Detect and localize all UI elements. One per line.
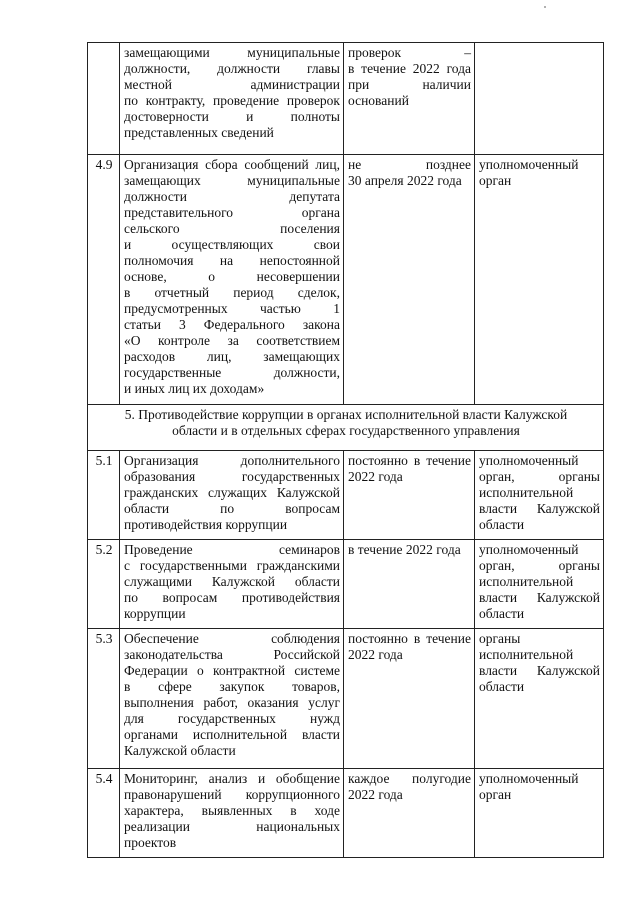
responsible-cell-line: уполномоченный — [479, 542, 579, 557]
scan-speck — [544, 6, 546, 8]
action-cell-line: предусмотренных частью 1 — [124, 301, 340, 316]
term-cell-line: оснований — [348, 93, 409, 108]
term-cell — [344, 155, 475, 405]
responsible-cell-line: исполнительной — [479, 485, 574, 500]
term-cell-line: каждое полугодие — [348, 771, 471, 786]
action-cell-line: Мониторинг, анализ и обобщение — [124, 771, 340, 786]
term-cell — [344, 540, 475, 629]
term-cell-line: постоянно в течение — [348, 453, 471, 468]
term-cell — [344, 629, 475, 769]
action-cell-line: области по вопросам — [124, 501, 340, 516]
row-number: 4.9 — [88, 155, 120, 405]
section-5-heading-line-1: 5. Противодействие коррупции в органах исполнительной власти Калужской — [124, 407, 568, 422]
action-cell-line: коррупции — [124, 606, 186, 621]
term-cell-line: в течение 2022 года — [348, 61, 471, 76]
table-row-continued — [88, 43, 604, 155]
responsible-cell — [475, 155, 604, 405]
action-cell — [120, 451, 344, 540]
responsible-cell-line: власти Калужской — [479, 590, 600, 605]
responsible-cell-line: уполномоченный — [479, 453, 579, 468]
section-5-heading — [88, 405, 604, 451]
action-cell-line: статьи 3 Федерального закона — [124, 317, 340, 332]
action-cell-line: с государственными гражданскими — [124, 558, 340, 573]
action-cell-line: Организация дополнительного — [124, 453, 340, 468]
responsible-cell — [475, 769, 604, 858]
action-cell-line: образования государственных — [124, 469, 340, 484]
action-cell-line: служащими Калужской области — [124, 574, 340, 589]
action-cell-line: Федерации о контрактной системе — [124, 663, 340, 678]
responsible-cell-line: уполномоченный — [479, 771, 579, 786]
action-cell-line: Калужской области — [124, 743, 236, 758]
action-cell-line: Проведение семинаров — [124, 542, 340, 557]
action-cell-line: государственные должности, — [124, 365, 340, 380]
table-body-section-4 — [88, 43, 604, 405]
term-cell-line: постоянно в течение — [348, 631, 471, 646]
row-number: 5.4 — [88, 769, 120, 858]
row-number: 5.1 — [88, 451, 120, 540]
responsible-cell — [475, 43, 604, 155]
term-cell — [344, 43, 475, 155]
term-cell-line: 30 апреля 2022 года — [348, 173, 462, 188]
action-cell — [120, 769, 344, 858]
responsible-cell-line: исполнительной — [479, 647, 574, 662]
row-number — [88, 43, 120, 155]
action-cell-line: местной администрации — [124, 77, 340, 92]
action-cell-line: выполнения работ, оказания услуг — [124, 695, 340, 710]
responsible-cell-line: орган — [479, 787, 512, 802]
term-cell-line: 2022 года — [348, 787, 403, 802]
action-cell-line: и осуществляющих свои — [124, 237, 340, 252]
term-cell — [344, 769, 475, 858]
action-cell-line: представительного органа — [124, 205, 340, 220]
term-cell-line: 2022 года — [348, 647, 403, 662]
term-cell-line: 2022 года — [348, 469, 403, 484]
responsible-cell-line: уполномоченный — [479, 157, 579, 172]
action-cell-line: характера, выявленных в ходе — [124, 803, 340, 818]
table-row-4-9 — [88, 155, 604, 405]
action-cell-line: замещающих муниципальные — [124, 173, 340, 188]
action-cell-line: представленных сведений — [124, 125, 274, 140]
action-cell-line: проектов — [124, 835, 177, 850]
responsible-cell-line: орган — [479, 173, 512, 188]
action-cell-line: достоверности и полноты — [124, 109, 340, 124]
responsible-cell — [475, 451, 604, 540]
action-cell-line: правонарушений коррупционного — [124, 787, 340, 802]
section-5-heading-line-2: области и в отдельных сферах государственного управления — [172, 423, 520, 438]
term-cell-line: проверок – — [348, 45, 471, 60]
action-cell — [120, 43, 344, 155]
action-cell-line: основе, о несовершении — [124, 269, 340, 284]
table-row-5-4 — [88, 769, 604, 858]
responsible-cell-line: области — [479, 606, 525, 621]
term-cell-line: при наличии — [348, 77, 471, 92]
action-cell-line: должности депутата — [124, 189, 340, 204]
table-body-section-5 — [88, 451, 604, 858]
action-cell-line: органами исполнительной власти — [124, 727, 340, 742]
responsible-cell-line: области — [479, 679, 525, 694]
responsible-cell-line: власти Калужской — [479, 501, 600, 516]
action-cell-line: и иных лиц их доходам» — [124, 381, 265, 396]
action-cell-line: полномочия на непостоянной — [124, 253, 340, 268]
responsible-cell — [475, 540, 604, 629]
responsible-cell-line: органы — [479, 631, 521, 646]
action-cell — [120, 540, 344, 629]
action-cell-line: гражданских служащих Калужской — [124, 485, 340, 500]
responsible-cell-line: власти Калужской — [479, 663, 600, 678]
action-cell-line: расходов лиц, замещающих — [124, 349, 340, 364]
action-cell-line: для государственных нужд — [124, 711, 340, 726]
action-cell-line: по вопросам противодействия — [124, 590, 340, 605]
table-row-5-2 — [88, 540, 604, 629]
action-cell-line: сельского поселения — [124, 221, 340, 236]
section-5-header-row — [88, 405, 604, 451]
action-cell-line: «О контроле за соответствием — [124, 333, 340, 348]
action-cell-line: Организация сбора сообщений лиц, — [124, 157, 340, 172]
table-row-5-3 — [88, 629, 604, 769]
action-cell-line: должности, должности главы — [124, 61, 340, 76]
responsible-cell-line: орган, органы — [479, 558, 600, 573]
action-cell-line: противодействия коррупции — [124, 517, 288, 532]
table-row-5-1 — [88, 451, 604, 540]
row-number: 5.2 — [88, 540, 120, 629]
row-number: 5.3 — [88, 629, 120, 769]
responsible-cell — [475, 629, 604, 769]
measures-table — [87, 42, 604, 858]
responsible-cell-line: орган, органы — [479, 469, 600, 484]
action-cell-line: в сфере закупок товаров, — [124, 679, 340, 694]
action-cell-line: Обеспечение соблюдения — [124, 631, 340, 646]
action-cell — [120, 629, 344, 769]
action-cell — [120, 155, 344, 405]
action-cell-line: по контракту, проведение проверок — [124, 93, 340, 108]
term-cell-line: в течение 2022 года — [348, 542, 461, 557]
responsible-cell-line: исполнительной — [479, 574, 574, 589]
action-cell-line: замещающими муниципальные — [124, 45, 340, 60]
action-cell-line: законодательства Российской — [124, 647, 340, 662]
action-cell-line: в отчетный период сделок, — [124, 285, 340, 300]
action-cell-line: реализации национальных — [124, 819, 340, 834]
term-cell — [344, 451, 475, 540]
responsible-cell-line: области — [479, 517, 525, 532]
term-cell-line: не позднее — [348, 157, 471, 172]
